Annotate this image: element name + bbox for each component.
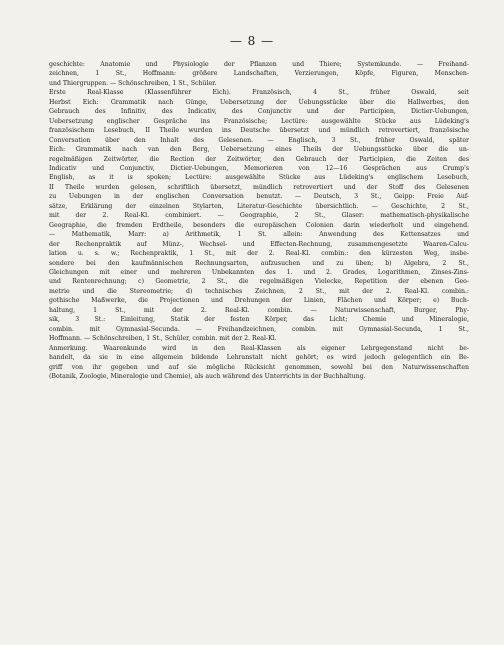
text-line: lation u. s. w.; Rechenpraktik, 1 St., mit der 2. Real-Kl. combin.: den kürzesten Weg, insbe- [49, 250, 469, 258]
text-line: regelmäßigen Zeitwörter, die Rection der Zeitwörter, den Gebrauch der Participien, die Zeiten des [49, 155, 469, 163]
text-line: Indicativ und Conjunctiv, Dictier-Uebungen, Memorieren von 12—16 Gesprächen aus Crump's [49, 164, 469, 172]
text-line: sätze, Erklärung der einzelnen Stylarten, Literatur-Geschichte übersichtlich. — Geschichte, 2 St., [49, 202, 469, 210]
note-line: handelt, da sie in eine allgemein bildende Lehranstalt nicht gehört; es wird jedoch gelegentlich ein Be- [49, 354, 469, 362]
text-line: geschichte: Anatomie und Physiologie der Pflanzen und Thiere; Systemkunde. — Freihand- [49, 61, 469, 68]
text-line: französischem Lesebuch, II Theile wurden ins Deutsche übersetzt und mündlich retrovertiert, französische [49, 127, 469, 135]
note-line: griff von ihr gegeben und auf sie mögliche Rücksicht genommen, sowohl bei den Naturwissenschaften [49, 363, 469, 371]
text-line: combin. mit Gymnasial-Secunda. — Freihandzeichnen, combin. mit Gymnasial-Secunda, 1 St., [49, 325, 469, 333]
page-number: — 8 — [229, 34, 275, 48]
text-line: Uebersetzung englischer Gespräche ins Französische; Lectüre: ausgewählte Stücke aus Lüdeking's [49, 117, 469, 125]
text-line: — Mathematik, Marr: a) Arithmetik, 1 St. allein: Anwendung des Kettensatzes und [49, 231, 469, 239]
text-line: und Rentenrechnung; c) Geometrie, 2 St., die regelmäßigen Vielecke, Repetition der ebenen Geo- [49, 278, 469, 286]
text-line: sik, 3 St.: Einleitung, Statik der festen Körper, das Licht; Chemie und Mineralogie, [49, 316, 469, 324]
curriculum-paragraph [49, 60, 469, 344]
text-line: Gleichungen mit einer und mehreren Unbekannten des 1. und 2. Grades, Logarithmen, Zinses-Zins- [49, 268, 469, 276]
text-line: Gebrauch des Infinitiv, des Indicativ, des Conjunctiv und der Participien, Dictier-Uebungen, [49, 108, 469, 116]
note-line: (Botanik, Zoologie, Mineralogie und Chemie), als auch während des Unterrichts in der Buchhaltung. [49, 372, 366, 380]
text-line: Conversation über den Inhalt des Gelesenen. — Englisch, 3 St., früher Oswald, später [49, 136, 469, 144]
text-line: zu Uebungen in der englischen Conversation benutzt. — Deutsch, 3 St., Geipp: Freie Auf- [49, 193, 469, 201]
text-line: der Rechenpraktik auf Münz-, Wechsel- und Effecten-Rechnung, zusammengesetzte Waaren-Calcu- [49, 240, 469, 248]
text-line: Geographie, die fremden Erdtheile, besonders die europäischen Colonien darin wiederholt und eingehend. [49, 221, 469, 229]
text-line: haltung, 1 St., mit der 2. Real-Kl. combin. — Naturwissenschaft, Burger, Phy- [49, 306, 469, 314]
text-line: English, as it is spoken; Lectüre: ausgewählte Stücke aus Lüdeking's englischem Lesebuch, [49, 174, 469, 182]
text-line: und Thiergruppen. — Schönschreiben, 1 St., Schüler. [49, 79, 217, 87]
text-line: II Theile wurden gelesen, schriftlich übersetzt, mündlich retrovertiert und der Stoff des Gelesenen [49, 183, 469, 191]
text-line: gothische Maßwerke, die Projectionen und Drehungen der Linien, Flächen und Körper; e) Buch- [49, 297, 469, 305]
note-paragraph [49, 344, 469, 382]
text-line: Erste Real-Klasse (Klassenführer Eich). Französisch, 4 St., früher Oswald, seit [49, 89, 469, 97]
text-line: zeichnen, 1 St., Hoffmann: größere Landschaften, Verzierungen, Köpfe, Figuren, Menschen- [49, 70, 469, 78]
text-line: metrie und die Stereometrie; d) technisches Zeichnen, 2 St., mit der 2. Real-Kl. combin.: [49, 287, 469, 295]
text-line: Eich: Grammatik nach van den Berg, Uebersetzung eines Theils der Uebungsstücke über die un- [49, 146, 469, 154]
text-line: mit der 2. Real-Kl. combiniert. — Geographie, 2 St., Glaser: mathematisch-physikalische [49, 212, 469, 220]
text-line: Herbst Eich: Grammatik nach Günge, Uebersetzung der Uebungsstücke über die Hallwerbes, den [49, 98, 469, 106]
curriculum-text [49, 60, 469, 381]
note-line: Anmerkung. Waarenkunde wird in den Real-Klassen als eigener Lehrgegenstand nicht be- [49, 344, 469, 352]
text-line: Hoffmann. — Schönschreiben, 1 St., Schüler, combin. mit der 2. Real-Kl. [49, 335, 277, 343]
text-line: sondere bei den kaufmännischen Rechnungsarten, aufzusuchen und zu üben; b) Algebra, 2 St., [49, 259, 469, 267]
